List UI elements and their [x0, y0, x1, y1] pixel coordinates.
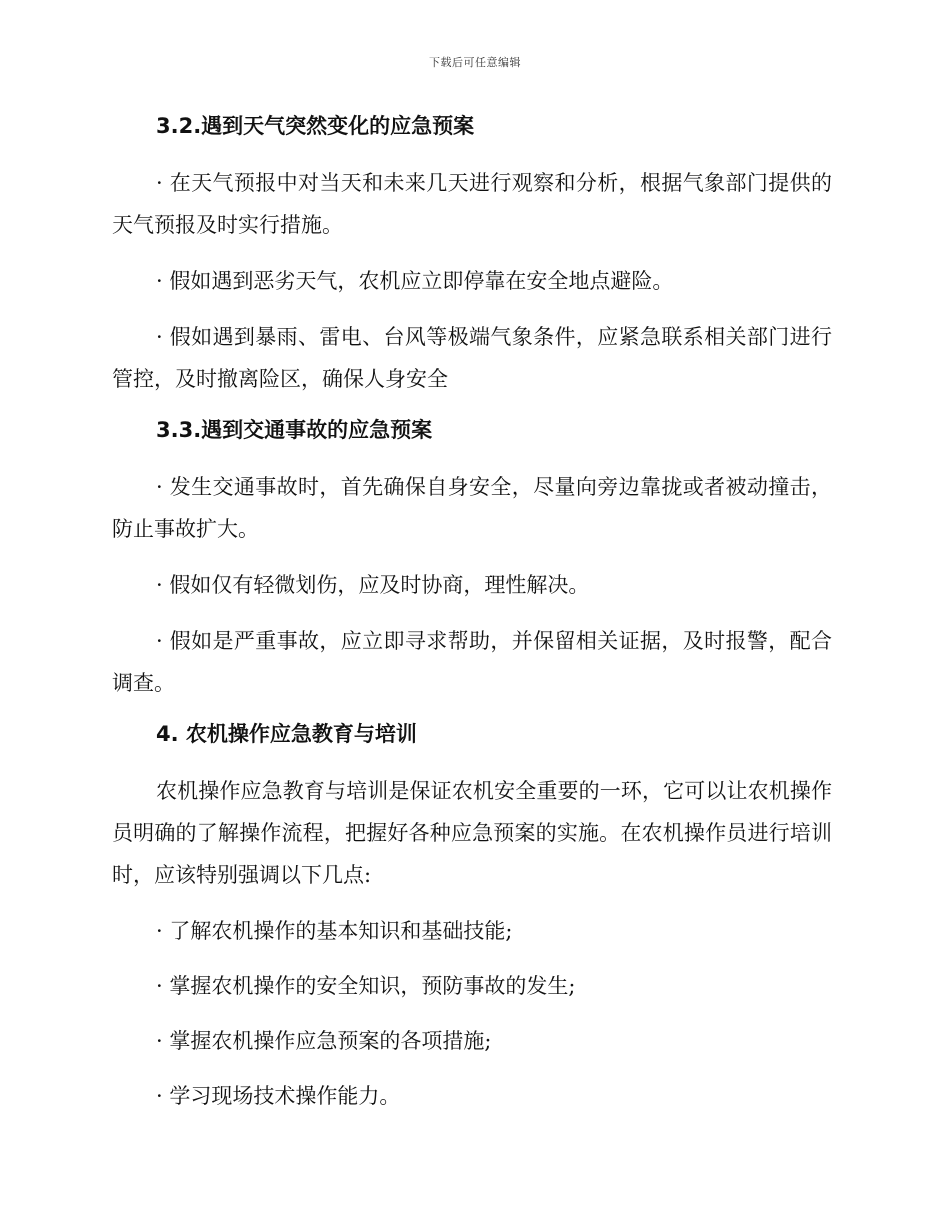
bullet-paragraph: · 发生交通事故时，首先确保自身安全，尽量向旁边靠拢或者被动撞击，防止事故扩大。	[112, 475, 832, 541]
bullet-paragraph: · 假如遇到恶劣天气，农机应立即停靠在安全地点避险。	[156, 269, 674, 293]
section-heading-3-2: 3.2.遇到天气突然变化的应急预案	[156, 114, 475, 138]
bullet-item: · 掌握农机操作应急预案的各项措施;	[156, 1029, 492, 1053]
intro-paragraph: 农机操作应急教育与培训是保证农机安全重要的一环，它可以让农机操作员明确的了解操作流程，把握好各种应急预案的实施。在农机操作员进行培训时，应该特别强调以下几点:	[112, 779, 832, 887]
bullet-paragraph: · 在天气预报中对当天和未来几天进行观察和分析，根据气象部门提供的天气预报及时实行措施。	[112, 171, 832, 237]
bullet-paragraph: · 假如是严重事故，应立即寻求帮助，并保留相关证据，及时报警，配合调查。	[112, 629, 832, 695]
bullet-item: · 了解农机操作的基本知识和基础技能;	[156, 919, 513, 943]
bullet-paragraph: · 假如遇到暴雨、雷电、台风等极端气象条件，应紧急联系相关部门进行管控，及时撤离险区，确保人身安全	[112, 325, 832, 391]
bullet-item: · 学习现场技术操作能力。	[156, 1084, 401, 1108]
bullet-item: · 掌握农机操作的安全知识，预防事故的发生;	[156, 974, 576, 998]
header-note: 下载后可任意编辑	[429, 56, 521, 69]
bullet-paragraph: · 假如仅有轻微划伤，应及时协商，理性解决。	[156, 573, 590, 597]
document-body	[112, 110, 832, 1130]
section-heading-3-3: 3.3.遇到交通事故的应急预案	[156, 418, 433, 442]
section-heading-4: 4. 农机操作应急教育与培训	[156, 722, 417, 746]
